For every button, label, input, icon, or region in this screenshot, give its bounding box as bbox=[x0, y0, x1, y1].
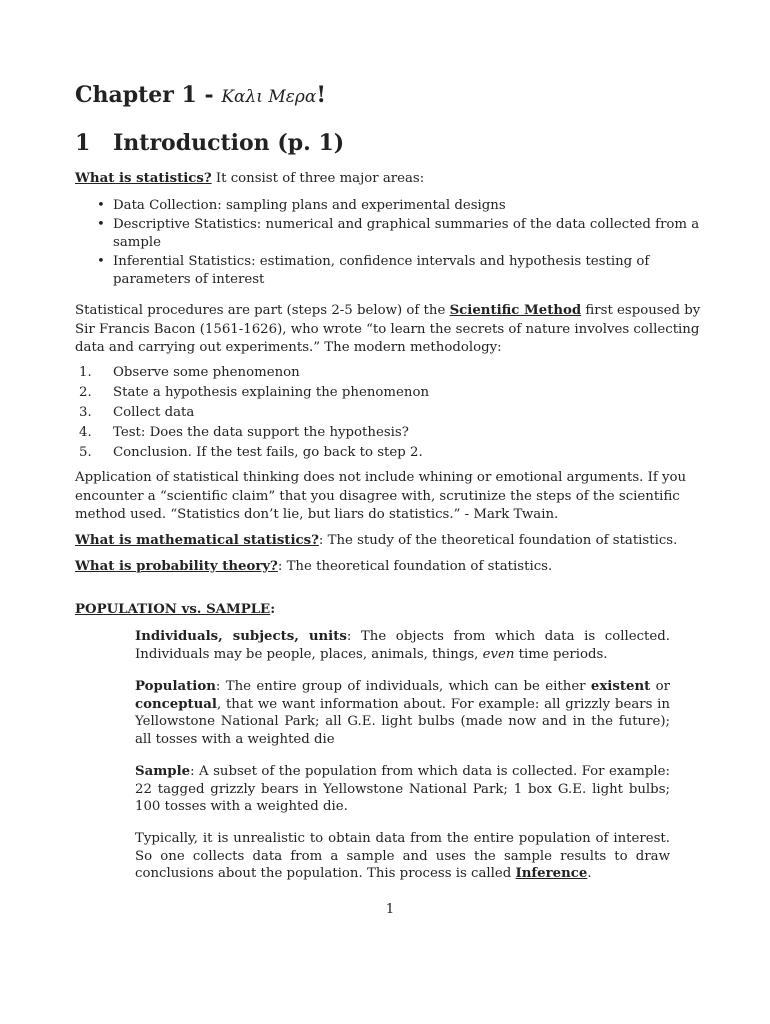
sci-text-2: first espoused by Sir Francis Bacon (1561-1626), who wrote “to learn the secrets of nature involves collecting data and carrying out experiments.” The modern methodology: bbox=[75, 303, 701, 355]
what-is-statistics-question: What is statistics? bbox=[75, 171, 212, 186]
step-number: 5. bbox=[79, 445, 92, 460]
probability-answer: : The theoretical foundation of statistics. bbox=[277, 559, 553, 574]
chapter-title bbox=[75, 82, 326, 108]
step-text: Conclusion. If the test fails, go back to step 2. bbox=[113, 445, 423, 460]
individuals-emphasis: even bbox=[482, 646, 515, 662]
list-item bbox=[75, 384, 705, 403]
scientific-method-paragraph bbox=[75, 302, 705, 358]
step-text: State a hypothesis explaining the phenomenon bbox=[113, 385, 430, 400]
population-term: Population bbox=[135, 679, 216, 694]
step-number: 4. bbox=[79, 425, 92, 440]
what-is-statistics-answer: It consist of three major areas: bbox=[211, 171, 425, 186]
section-title bbox=[75, 130, 344, 156]
what-is-statistics bbox=[75, 170, 705, 189]
pop-sample-heading-label: POPULATION vs. SAMPLE bbox=[75, 602, 271, 617]
sci-text-1: Statistical procedures are part (steps 2-5 below) of the bbox=[75, 303, 450, 318]
individuals-term: Individuals, subjects, units bbox=[135, 629, 347, 644]
list-item: • Data Collection: sampling plans and experimental designs bbox=[75, 197, 705, 215]
areas-list bbox=[75, 197, 705, 290]
inference-term: Inference bbox=[515, 866, 588, 881]
typically-text-2: . bbox=[587, 866, 592, 881]
conceptual-term: conceptual bbox=[135, 696, 217, 712]
population-text-2: or bbox=[650, 679, 670, 694]
probability-theory bbox=[75, 558, 705, 577]
step-number: 2. bbox=[79, 385, 92, 400]
page-number: 1 bbox=[385, 902, 395, 917]
individuals-text-1: : The objects from which data is collected. Individuals may be people, places, animals, things, bbox=[135, 629, 670, 662]
section-title-text: Introduction (p. 1) bbox=[113, 130, 345, 156]
step-text: Observe some phenomenon bbox=[113, 365, 300, 380]
typically-paragraph bbox=[135, 830, 670, 883]
math-stats-question: What is mathematical statistics? bbox=[75, 533, 319, 548]
list-item bbox=[75, 364, 705, 383]
step-text: Collect data bbox=[113, 405, 195, 420]
individuals-definition bbox=[135, 628, 670, 663]
list-item bbox=[75, 444, 705, 463]
list-item: • Descriptive Statistics: numerical and graphical summaries of the data collected from a sample bbox=[75, 216, 705, 252]
steps-list bbox=[75, 364, 705, 464]
application-paragraph bbox=[75, 469, 705, 525]
chapter-label: Chapter 1 - bbox=[75, 82, 222, 108]
population-sample-heading bbox=[75, 601, 705, 620]
chapter-suffix: ! bbox=[316, 82, 327, 108]
mathematical-statistics bbox=[75, 532, 705, 551]
typically-text-1: Typically, it is unrealistic to obtain data from the entire population of interest. So one collects data from a sample and uses the sample results to draw conclusions about the population. This process is called bbox=[135, 831, 670, 881]
population-text-3: , that we want information about. For example: all grizzly bears in Yellowstone National Park; all G.E. light bulbs (made now and in the future); all tosses with a weighted die bbox=[135, 696, 670, 747]
application-text: Application of statistical thinking does not include whining or emotional arguments. If you encounter a “scientific claim” that you disagree with, scrutinize the steps of the scientific method used. “Statistics don’t lie, but liars do statistics.” - Mark Twain. bbox=[75, 470, 687, 522]
sample-definition bbox=[135, 763, 670, 816]
list-item bbox=[75, 404, 705, 423]
section-number: 1 bbox=[75, 130, 91, 156]
individuals-text-2: time periods. bbox=[514, 646, 608, 662]
scientific-method-term: Scientific Method bbox=[449, 303, 582, 318]
step-number: 1. bbox=[79, 365, 92, 380]
list-item: • Inferential Statistics: estimation, confidence intervals and hypothesis testing of parameters of interest bbox=[75, 253, 705, 289]
list-item bbox=[75, 424, 705, 443]
pop-sample-heading-colon: : bbox=[270, 602, 276, 617]
chapter-greek: Καλι Μερα bbox=[221, 87, 317, 107]
step-text: Test: Does the data support the hypothesis? bbox=[113, 425, 409, 440]
step-number: 3. bbox=[79, 405, 92, 420]
existent-term: existent bbox=[590, 679, 651, 694]
population-definition bbox=[135, 678, 670, 748]
sample-text: : A subset of the population from which data is collected. For example: 22 tagged grizzly bears in Yellowstone National Park; 1 box G.E. light bulbs; 100 tosses with a weighted die. bbox=[135, 764, 670, 814]
math-stats-answer: : The study of the theoretical foundation of statistics. bbox=[318, 533, 678, 548]
probability-question: What is probability theory? bbox=[75, 559, 278, 574]
population-text-1: : The entire group of individuals, which can be either bbox=[215, 679, 591, 694]
sample-term: Sample bbox=[135, 764, 191, 779]
